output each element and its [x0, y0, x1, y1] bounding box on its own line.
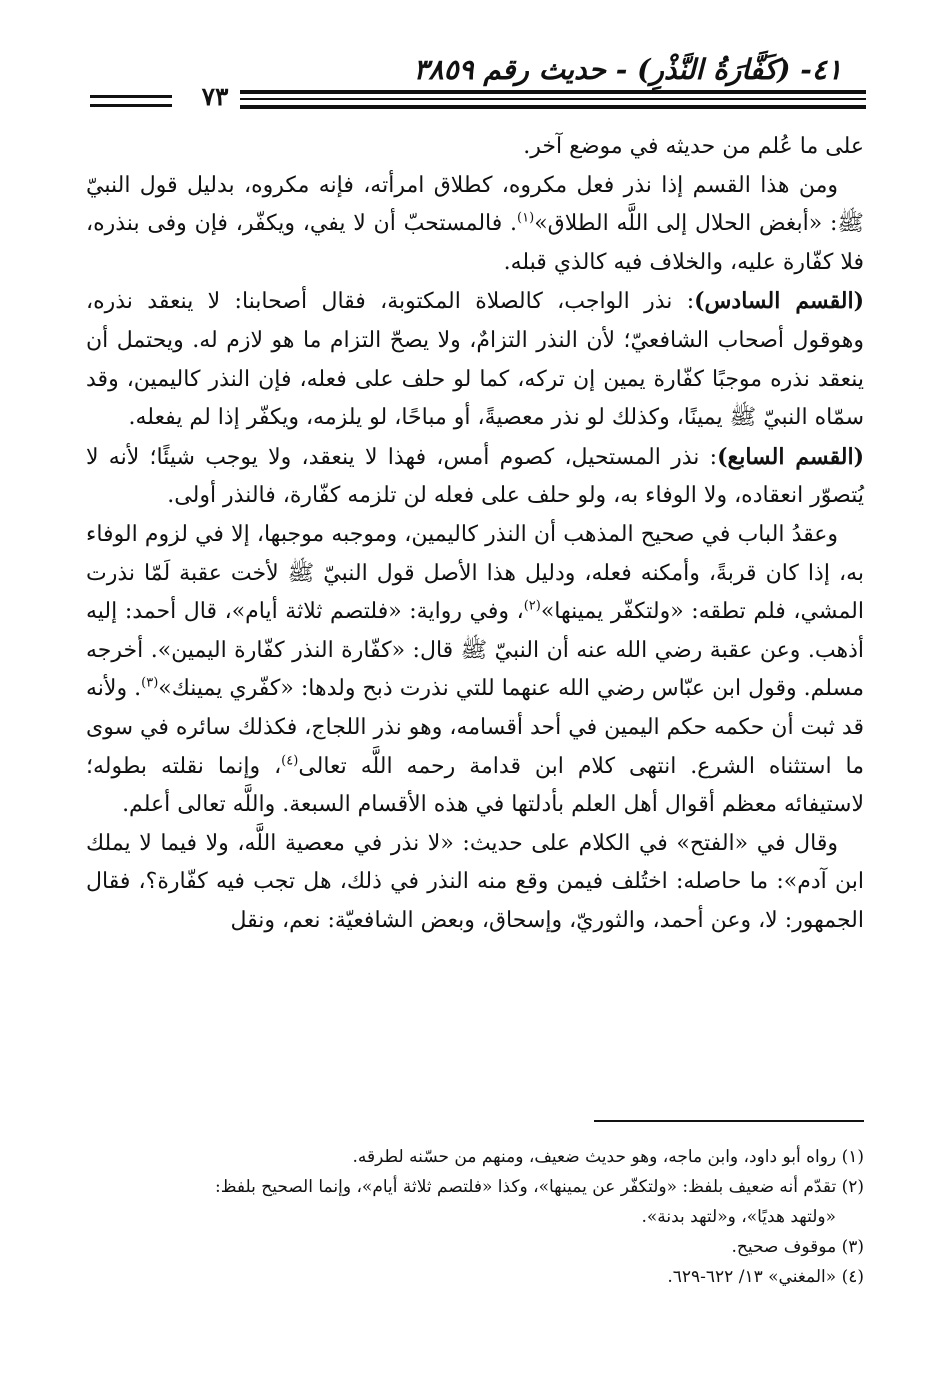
paragraph-2: [86, 167, 864, 283]
paragraph-text: . ولأنه قد ثبت أن حكمه حكم اليمين في أحد أقسامه، وهو نذر اللجاج، فكذلك سائره في سوى ما استثناه الشرع. انتهى كلام ابن قدامة رحمه اللَّه تعالى: [85, 676, 864, 779]
footnote-separator: [594, 1120, 864, 1122]
footnote-ref-4: (٤): [281, 753, 299, 769]
header-rule: [240, 98, 866, 100]
footnote-3: (٣) موقوف صحيح.: [731, 1237, 864, 1257]
paragraph-6: وقال في «الفتح» في الكلام على حديث: «لا نذر في معصية اللَّه، ولا فيما لا يملك ابن آدم»: ما حاصله: اختُلف فيمن وقع منه النذر في ذلك، هل تجب فيه كفّارة؟، فقال الجمهور: لا، وعن أحمد، والثوريّ، وإسحاق، وبعض الشافعيّة: نعم، ونقل: [86, 830, 864, 933]
paragraph-text: . فالمستحبّ أن لا يفي، ويكفّر، فإن وفى بنذره، فلا كفّارة عليه، والخلاف فيه كالذي قبله.: [86, 211, 864, 275]
paragraph-3: [86, 282, 864, 437]
paragraph-text: ، وإنما نقلته بطوله؛ لاستيفائه معظم أقوال أهل العلم بأدلتها في هذه الأقسام السبعة. واللَّه تعالى أعلم.: [86, 753, 864, 818]
footnote-2-continued: «ولتهد هديًا»، و«لتهد بدنة».: [641, 1207, 836, 1227]
page-number: ٧٣: [201, 82, 229, 111]
footnote-ref-3: (٣): [141, 675, 159, 691]
footnote-4: (٤) «المغني» ١٣/ ٦٢٢-٦٢٩.: [667, 1267, 864, 1287]
header-rule: [240, 105, 866, 109]
main-text: [86, 128, 864, 940]
paragraph-text: : نذر الواجب، كالصلاة المكتوبة، فقال أصحابنا: لا ينعقد نذره، وهوقول أصحاب الشافعيّ؛ لأن النذر التزامٌ، ولا يصحّ التزام ما هو لازم له. ويحتمل أن ينعقد نذره موجبًا كفّارة يمين إن تركه، كما لو حلف على فعله، فإن النذر كاليمين، وقد سمّاه النبيّ ﷺ يمينًا، وكذلك لو نذر معصيةً، أو مباحًا، لو يلزمه، ويكفّر إذا لم يفعله.: [86, 289, 864, 431]
paragraph-text: ومن هذا القسم إذا نذر فعل مكروه، كطلاق امرأته، فإنه مكروه، بدليل قول النبيّ ﷺ: «أبغض الحلال إلى اللَّه الطلاق»: [86, 172, 864, 237]
footnotes: [86, 1142, 864, 1292]
footnote-ref-2: (٢): [523, 598, 541, 614]
running-header-title: ٤١- (كَفَّارَةُ النَّذْرِ) - حديث رقم ٣٨٥٩: [413, 53, 842, 86]
paragraph-text: : نذر المستحيل، كصوم أمس، فهذا لا ينعقد، ولا يوجب شيئًا؛ لأنه لا يُتصوّر انعقاده، ولا الوفاء به، ولو حلف على فعله لن تلزمه كفّارة، فالنذر أولى.: [86, 444, 864, 509]
paragraph-5: [86, 516, 864, 825]
section-label-seventh: (القسم السابع): [717, 443, 865, 470]
footnote-ref-1: (١): [517, 210, 535, 226]
footnote-1: (١) رواه أبو داود، وابن ماجه، وهو حديث ضعيف، ومنهم من حسّنه لطرقه.: [352, 1147, 864, 1167]
header-rule: [240, 90, 866, 94]
paragraph-text: وعقدُ الباب في صحيح المذهب أن النذر كاليمين، وموجبه موجبها، إلا في لزوم الوفاء به، إذا كان قربةً، وأمكنه فعله، ودليل هذا الأصل قول النبيّ ﷺ لأخت عقبة لَمّا نذرت المشي، فلم تطقه: «ولتكفّر يمينها»: [86, 521, 864, 625]
footnote-2: (٢) تقدّم أنه ضعيف بلفظ: «ولتكفّر عن يمينها»، وكذا «فلتصم ثلاثة أيام»، وإنما الصحيح بلفظ:: [215, 1177, 864, 1197]
paragraph-text: ، وفي رواية: «فلتصم ثلاثة أيام»، قال أحمد: إليه أذهب. وعن عقبة رضي الله عنه أن النبيّ ﷺ قال: «كفّارة النذر كفّارة اليمين». أخرجه مسلم. وقول ابن عبّاس رضي الله عنهما للتي نذرت ذبح ولدها: «كفّري يمينك»: [86, 599, 864, 702]
paragraph-1: على ما عُلم من حديثه في موضع آخر.: [523, 134, 864, 159]
paragraph-4: [86, 438, 864, 516]
section-label-sixth: (القسم السادس): [694, 288, 864, 315]
header-rule-left: [90, 104, 172, 107]
header-rule-left: [90, 95, 172, 98]
